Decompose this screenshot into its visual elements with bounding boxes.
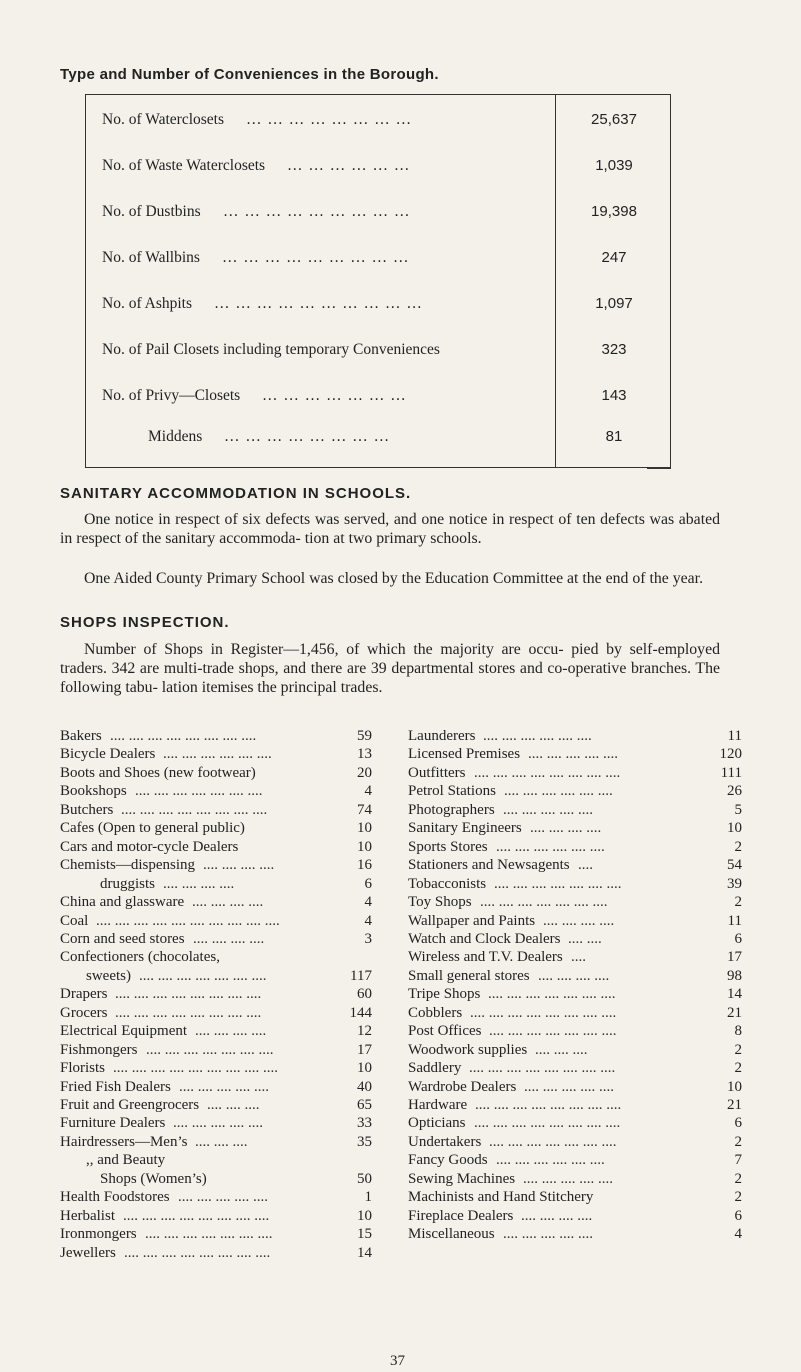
trade-count: 59 bbox=[357, 728, 372, 744]
trade-label: Herbalist bbox=[60, 1207, 115, 1224]
trade-label: Petrol Stations bbox=[408, 783, 496, 800]
table-row bbox=[86, 387, 672, 407]
leader-dots: .... .... .... .... .... .... .... .... .... bbox=[113, 1060, 278, 1077]
table-row bbox=[86, 111, 672, 131]
trade-count: 14 bbox=[357, 1244, 372, 1261]
trade-row bbox=[60, 1060, 372, 1078]
leader-dots: .... .... .... .... bbox=[203, 857, 275, 874]
leader-dots: .... bbox=[578, 857, 593, 874]
trade-row bbox=[408, 949, 742, 967]
trade-label: Electrical Equipment bbox=[60, 1023, 188, 1040]
trade-count: 10 bbox=[357, 838, 372, 855]
leader-dots: .... .... .... .... .... .... .... .... bbox=[470, 1004, 617, 1021]
trade-row bbox=[60, 765, 372, 783]
trade-count: 6 bbox=[734, 1207, 742, 1224]
trade-label: Sports Stores bbox=[408, 838, 488, 855]
trade-row bbox=[60, 1134, 372, 1152]
leader-dots: .... .... .... .... .... .... .... .... bbox=[475, 1097, 622, 1113]
leader-dots: .... .... .... .... .... .... bbox=[496, 838, 605, 855]
leader-dots: .... .... .... .... .... .... .... bbox=[135, 783, 263, 800]
leader-dots: .... .... .... .... .... .... .... .... bbox=[469, 1060, 616, 1077]
trade-row bbox=[60, 931, 372, 949]
row-value: 247 bbox=[601, 249, 627, 266]
trade-count: 4 bbox=[364, 912, 372, 929]
row-value: 323 bbox=[601, 341, 627, 358]
trade-count: 12 bbox=[357, 1023, 372, 1040]
trade-row bbox=[408, 1171, 742, 1189]
trade-row bbox=[408, 783, 742, 801]
trade-label: Hairdressers—Men’s bbox=[60, 1133, 188, 1150]
row-label: Middens bbox=[148, 428, 203, 445]
leader-dots: .... .... .... .... .... .... .... .... bbox=[474, 764, 621, 781]
trade-label: Toy Shops bbox=[408, 894, 472, 911]
column-divider bbox=[555, 95, 556, 468]
row-label: No. of Ashpits bbox=[102, 295, 192, 312]
trade-label: Grocers bbox=[60, 1004, 108, 1021]
trade-row bbox=[60, 876, 372, 894]
trade-row bbox=[408, 968, 742, 986]
trade-row bbox=[60, 1097, 372, 1115]
leader-dots: .... .... .... .... .... .... .... .... bbox=[123, 1207, 270, 1224]
trade-label: Cafes (Open to general public) bbox=[60, 820, 245, 837]
leader-dots: .... .... .... .... .... .... .... .... .... .... bbox=[96, 912, 280, 929]
trade-label: Wallpaper and Paints bbox=[408, 912, 536, 929]
leader-dots: .... .... .... .... .... bbox=[173, 1115, 263, 1132]
trade-label: Sewing Machines bbox=[408, 1170, 516, 1187]
trade-count: 10 bbox=[727, 1078, 742, 1095]
leader-dots: .... .... .... .... .... .... .... bbox=[146, 1041, 274, 1058]
leader-dots: .... .... .... .... .... .... bbox=[504, 783, 613, 800]
leader-dots: .... .... .... .... .... bbox=[178, 1189, 268, 1206]
trade-count: 111 bbox=[720, 764, 742, 781]
trade-label: Watch and Clock Dealers bbox=[408, 930, 561, 947]
trade-label: ,, and Beauty bbox=[86, 1152, 166, 1169]
trade-label: Ironmongers bbox=[60, 1226, 137, 1243]
trade-count: 21 bbox=[727, 1004, 742, 1021]
table-row bbox=[86, 157, 672, 177]
trade-label: Saddlery bbox=[408, 1060, 462, 1077]
trade-count: 54 bbox=[727, 857, 742, 874]
schools-paragraph-1: One notice in respect of six defects was served, and one notice in respect of ten defects was abated in respect of the sanitary accommoda- tion at two primary schools. bbox=[60, 511, 720, 547]
leader-dots: .... .... .... .... .... .... bbox=[163, 746, 272, 763]
trade-count: 144 bbox=[349, 1004, 372, 1021]
trade-count: 10 bbox=[357, 1060, 372, 1077]
trade-label: Stationers and Newsagents bbox=[408, 857, 570, 874]
trade-label: Drapers bbox=[60, 986, 108, 1003]
trade-count: 6 bbox=[364, 875, 372, 892]
schools-heading: SANITARY ACCOMMODATION IN SCHOOLS. bbox=[60, 485, 412, 502]
trade-row bbox=[60, 1023, 372, 1041]
trade-row bbox=[408, 894, 742, 912]
trade-count: 10 bbox=[357, 820, 372, 837]
trade-row bbox=[60, 728, 372, 746]
trade-count: 2 bbox=[734, 1170, 742, 1187]
trade-label: Wireless and T.V. Dealers bbox=[408, 949, 563, 966]
trade-label: Machinists and Hand Stitchery bbox=[408, 1189, 594, 1206]
trade-row bbox=[408, 746, 742, 764]
table-row bbox=[86, 428, 672, 448]
leader-dots: … … … … … … … bbox=[262, 387, 407, 404]
table-row bbox=[86, 295, 672, 315]
trade-row bbox=[60, 1208, 372, 1226]
leader-dots: … … … … … … … … bbox=[224, 428, 391, 445]
leader-dots: .... .... .... .... .... .... bbox=[483, 728, 592, 744]
trade-label: Butchers bbox=[60, 801, 114, 818]
trade-row bbox=[408, 1023, 742, 1041]
trade-count: 10 bbox=[727, 820, 742, 837]
leader-dots: .... .... .... .... bbox=[193, 930, 265, 947]
trade-row bbox=[408, 913, 742, 931]
trade-count: 6 bbox=[734, 930, 742, 947]
table-row bbox=[86, 249, 672, 269]
leader-dots: .... .... .... .... bbox=[530, 820, 602, 837]
trade-row bbox=[408, 1115, 742, 1133]
trade-label: Bakers bbox=[60, 728, 102, 744]
leader-dots: .... .... .... .... .... .... .... bbox=[139, 967, 267, 984]
leader-dots: .... .... .... .... .... bbox=[503, 801, 593, 818]
trade-count: 17 bbox=[357, 1041, 372, 1058]
trade-row bbox=[408, 1134, 742, 1152]
table-title: Type and Number of Conveniences in the Borough. bbox=[60, 66, 439, 83]
trade-count: 17 bbox=[727, 949, 742, 966]
trade-label: Tobacconists bbox=[408, 875, 487, 892]
trade-row bbox=[408, 1042, 742, 1060]
trade-label: Hardware bbox=[408, 1097, 468, 1113]
conveniences-table bbox=[85, 94, 671, 468]
leader-dots: .... .... .... bbox=[207, 1097, 260, 1113]
trade-count: 1 bbox=[364, 1189, 372, 1206]
trade-label: Boots and Shoes (new footwear) bbox=[60, 764, 256, 781]
leader-dots: .... .... .... bbox=[195, 1133, 248, 1150]
trade-count: 2 bbox=[734, 1041, 742, 1058]
trade-count: 4 bbox=[364, 894, 372, 911]
trade-row bbox=[60, 746, 372, 764]
trade-count: 15 bbox=[357, 1226, 372, 1243]
trade-label: Licensed Premises bbox=[408, 746, 521, 763]
leader-dots: .... .... .... .... .... .... .... .... bbox=[474, 1115, 621, 1132]
leader-dots: … … … … … … bbox=[287, 157, 411, 174]
trade-label: Launderers bbox=[408, 728, 476, 744]
trade-row bbox=[60, 894, 372, 912]
table-row bbox=[86, 203, 672, 223]
trade-label: Cars and motor-cycle Dealers bbox=[60, 838, 239, 855]
trade-label: Fried Fish Dealers bbox=[60, 1078, 171, 1095]
row-label: No. of Waterclosets bbox=[102, 111, 225, 128]
leader-dots: .... .... .... .... .... .... .... .... bbox=[121, 801, 268, 818]
trade-count: 8 bbox=[734, 1023, 742, 1040]
row-label: No. of Waste Waterclosets bbox=[102, 157, 266, 174]
row-label: No. of Dustbins bbox=[102, 203, 201, 220]
shops-paragraph: Number of Shops in Register—1,456, of which the majority are occu- pied by self-employed traders. 342 are multi-trade shops, and there are 39 departmental stores and co-operative branches. The following tabu- lation itemises the principal trades. bbox=[60, 641, 720, 696]
page-number: 37 bbox=[390, 1353, 405, 1369]
trade-row bbox=[408, 1189, 742, 1207]
trade-row bbox=[408, 1208, 742, 1226]
leader-dots: .... .... .... .... bbox=[163, 875, 235, 892]
trade-count: 120 bbox=[719, 746, 742, 763]
row-value: 1,097 bbox=[595, 295, 633, 312]
trade-label: Confectioners (chocolates, bbox=[60, 949, 220, 966]
trade-label: Furniture Dealers bbox=[60, 1115, 166, 1132]
leader-dots: .... .... .... .... bbox=[543, 912, 615, 929]
trade-label: sweets) bbox=[86, 967, 131, 984]
trade-label: Chemists—dispensing bbox=[60, 857, 196, 874]
trade-row bbox=[408, 1097, 742, 1115]
trade-label: Tripe Shops bbox=[408, 986, 481, 1003]
trade-row bbox=[60, 913, 372, 931]
leader-dots: .... .... .... .... .... bbox=[523, 1170, 613, 1187]
schools-paragraph-2: One Aided County Primary School was closed by the Education Committee at the end of the year. bbox=[84, 570, 704, 587]
shops-heading: SHOPS INSPECTION. bbox=[60, 614, 230, 631]
trade-row bbox=[60, 820, 372, 838]
trade-row bbox=[60, 839, 372, 857]
trade-row bbox=[408, 931, 742, 949]
trade-label: Undertakers bbox=[408, 1133, 482, 1150]
trade-count: 20 bbox=[357, 764, 372, 781]
trade-label: Fireplace Dealers bbox=[408, 1207, 514, 1224]
leader-dots: .... .... .... .... bbox=[538, 967, 610, 984]
trade-row bbox=[408, 1005, 742, 1023]
trade-label: Wardrobe Dealers bbox=[408, 1078, 517, 1095]
row-value: 25,637 bbox=[591, 111, 637, 128]
trade-row bbox=[408, 839, 742, 857]
leader-dots: .... .... .... .... .... bbox=[524, 1078, 614, 1095]
trade-label: Opticians bbox=[408, 1115, 466, 1132]
trade-count: 40 bbox=[357, 1078, 372, 1095]
leader-dots: … … … … … … … … … … bbox=[214, 295, 423, 312]
trade-row bbox=[408, 1079, 742, 1097]
trade-row bbox=[60, 857, 372, 875]
trade-count: 11 bbox=[727, 912, 742, 929]
trade-label: Post Offices bbox=[408, 1023, 482, 1040]
row-value: 1,039 bbox=[595, 157, 633, 174]
trade-label: Fishmongers bbox=[60, 1041, 138, 1058]
trade-label: Cobblers bbox=[408, 1004, 463, 1021]
row-label: No. of Wallbins bbox=[102, 249, 200, 266]
leader-dots: .... .... .... .... .... .... .... bbox=[145, 1226, 273, 1243]
trade-row bbox=[60, 1171, 372, 1189]
row-label: No. of Pail Closets including temporary Conveniences bbox=[102, 341, 440, 358]
trade-label: Small general stores bbox=[408, 967, 530, 984]
leader-dots: .... .... .... .... .... .... .... .... bbox=[110, 728, 257, 744]
trade-label: Fancy Goods bbox=[408, 1152, 488, 1169]
trade-row bbox=[60, 949, 372, 967]
trade-row bbox=[408, 728, 742, 746]
leader-dots: .... .... .... .... .... .... .... .... bbox=[115, 986, 262, 1003]
trade-row bbox=[60, 1226, 372, 1244]
trade-count: 65 bbox=[357, 1097, 372, 1113]
table-row bbox=[86, 341, 672, 361]
trade-row bbox=[60, 1005, 372, 1023]
trade-count: 2 bbox=[734, 894, 742, 911]
leader-dots: .... .... .... .... .... bbox=[503, 1226, 593, 1243]
row-value: 19,398 bbox=[591, 203, 637, 220]
trade-count: 74 bbox=[357, 801, 372, 818]
trade-row bbox=[60, 1042, 372, 1060]
trade-count: 50 bbox=[357, 1170, 372, 1187]
trade-row bbox=[408, 1152, 742, 1170]
trade-count: 7 bbox=[734, 1152, 742, 1169]
trade-label: Fruit and Greengrocers bbox=[60, 1097, 200, 1113]
trade-row bbox=[408, 1226, 742, 1244]
trade-row bbox=[60, 1245, 372, 1263]
trade-row bbox=[408, 857, 742, 875]
leader-dots: … … … … … … … … bbox=[246, 111, 413, 128]
trade-row bbox=[408, 876, 742, 894]
trade-count: 6 bbox=[734, 1115, 742, 1132]
trade-count: 2 bbox=[734, 1133, 742, 1150]
trade-label: Bookshops bbox=[60, 783, 127, 800]
leader-dots: .... .... .... .... .... .... .... bbox=[494, 875, 622, 892]
leader-dots: .... .... .... .... .... .... .... bbox=[488, 986, 616, 1003]
leader-dots: .... .... .... .... .... .... .... bbox=[489, 1023, 617, 1040]
trade-count: 60 bbox=[357, 986, 372, 1003]
trade-label: Woodwork supplies bbox=[408, 1041, 528, 1058]
leader-dots: .... .... bbox=[568, 930, 602, 947]
trade-count: 98 bbox=[727, 967, 742, 984]
trade-row bbox=[60, 1079, 372, 1097]
trade-label: Corn and seed stores bbox=[60, 930, 185, 947]
trade-row bbox=[60, 802, 372, 820]
trade-label: druggists bbox=[100, 875, 156, 892]
trade-label: Florists bbox=[60, 1060, 106, 1077]
leader-dots: .... .... .... .... .... bbox=[179, 1078, 269, 1095]
trade-label: Coal bbox=[60, 912, 89, 929]
trade-count: 5 bbox=[734, 801, 742, 818]
leader-dots: .... bbox=[571, 949, 586, 966]
trade-label: Jewellers bbox=[60, 1244, 116, 1261]
trade-row bbox=[60, 1152, 372, 1170]
row-value: 143 bbox=[601, 387, 627, 404]
trade-row bbox=[60, 986, 372, 1004]
trade-label: Health Foodstores bbox=[60, 1189, 170, 1206]
leader-dots: .... .... .... .... .... .... .... bbox=[480, 894, 608, 911]
trade-label: Sanitary Engineers bbox=[408, 820, 522, 837]
trade-label: Outfitters bbox=[408, 764, 466, 781]
trade-count: 13 bbox=[357, 746, 372, 763]
trade-row bbox=[408, 802, 742, 820]
trade-count: 4 bbox=[364, 783, 372, 800]
trade-label: China and glassware bbox=[60, 894, 185, 911]
leader-dots: … … … … … … … … … bbox=[223, 203, 411, 220]
leader-dots: .... .... .... .... bbox=[195, 1023, 267, 1040]
trade-count: 2 bbox=[734, 838, 742, 855]
trade-row bbox=[408, 765, 742, 783]
trade-row bbox=[408, 820, 742, 838]
leader-dots: .... .... .... .... .... .... bbox=[496, 1152, 605, 1169]
trade-row bbox=[60, 1189, 372, 1207]
trade-count: 4 bbox=[734, 1226, 742, 1243]
trade-label: Shops (Women’s) bbox=[100, 1170, 207, 1187]
trade-count: 21 bbox=[727, 1097, 742, 1113]
trade-row bbox=[60, 783, 372, 801]
leader-dots: .... .... .... .... .... .... .... .... bbox=[124, 1244, 271, 1261]
leader-dots: .... .... .... .... bbox=[521, 1207, 593, 1224]
trade-count: 39 bbox=[727, 875, 742, 892]
leader-dots: … … … … … … … … … bbox=[222, 249, 410, 266]
table-tail-line bbox=[647, 468, 671, 469]
trade-count: 16 bbox=[357, 857, 372, 874]
trade-count: 117 bbox=[350, 967, 372, 984]
trade-row bbox=[60, 968, 372, 986]
trade-count: 11 bbox=[727, 728, 742, 744]
trade-count: 26 bbox=[727, 783, 742, 800]
trade-count: 35 bbox=[357, 1133, 372, 1150]
trade-count: 14 bbox=[727, 986, 742, 1003]
trade-label: Photographers bbox=[408, 801, 495, 818]
leader-dots: .... .... .... .... .... .... .... bbox=[489, 1133, 617, 1150]
leader-dots: .... .... .... .... bbox=[192, 894, 264, 911]
leader-dots: .... .... .... .... .... .... .... .... bbox=[115, 1004, 262, 1021]
row-label: No. of Privy—Closets bbox=[102, 387, 241, 404]
trade-row bbox=[60, 1115, 372, 1133]
leader-dots: .... .... .... bbox=[535, 1041, 588, 1058]
trade-label: Miscellaneous bbox=[408, 1226, 495, 1243]
trade-label: Bicycle Dealers bbox=[60, 746, 156, 763]
trade-count: 2 bbox=[734, 1189, 742, 1206]
row-value: 81 bbox=[605, 428, 623, 445]
trade-row bbox=[408, 1060, 742, 1078]
trade-count: 2 bbox=[734, 1060, 742, 1077]
leader-dots: .... .... .... .... .... bbox=[528, 746, 618, 763]
trade-count: 33 bbox=[357, 1115, 372, 1132]
trade-row bbox=[408, 986, 742, 1004]
trade-count: 3 bbox=[364, 930, 372, 947]
trade-count: 10 bbox=[357, 1207, 372, 1224]
